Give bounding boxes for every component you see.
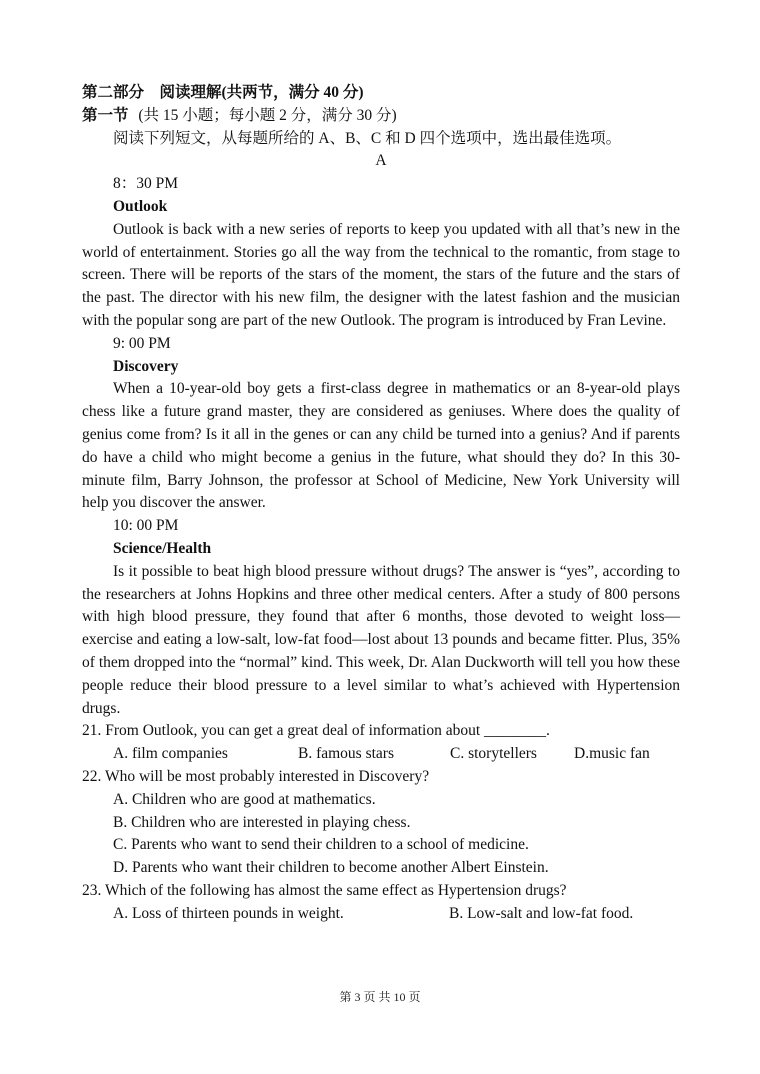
question-stem: 22. Who will be most probably interested in Discovery? <box>82 767 430 785</box>
section-heading <box>82 105 680 128</box>
option-c: C. storytellers <box>450 745 537 763</box>
program-text: Is it possible to beat high blood pressure without drugs? The answer is “yes”, according to the researchers at Johns Hopkins and three other medical centers. After a study of 800 persons with high blood pressure, they found that after 6 months, those devoted to weight loss—exercise and eating a low-salt, low-fat food—lost about 13 pounds and became fitter. Plus, 35% of them dropped into the “normal” kind. This week, Dr. Alan Duckworth will tell you how these people reduce their blood pressure to a level similar to what’s achieved with Hypertension drugs. <box>82 562 680 717</box>
program-science-health <box>82 515 680 720</box>
program-time: 8：30 PM <box>113 175 179 193</box>
option-c: C. Parents who want to send their children to a school of medicine. <box>113 836 529 854</box>
option-b: B. Low-salt and low-fat food. <box>449 904 634 922</box>
option-d: D. Parents who want their children to become another Albert Einstein. <box>113 859 549 877</box>
question-22 <box>82 766 680 880</box>
part-title: 第二部分 阅读理解(共两节，满分 40 分) <box>82 84 364 101</box>
option-a: A. Loss of thirteen pounds in weight. <box>113 904 344 922</box>
question-options <box>82 743 680 766</box>
option-a: A. film companies <box>113 745 228 763</box>
program-title: Discovery <box>113 357 179 375</box>
program-title: Science/Health <box>113 539 212 557</box>
program-discovery <box>82 333 680 515</box>
page-footer: 第 3 页 共 10 页 <box>339 990 421 1004</box>
option-a: A. Children who are good at mathematics. <box>113 790 376 808</box>
program-text: Outlook is back with a new series of reports to keep you updated with all that’s new in the world of entertainment. Stories go all the way from the technical to the romantic, from stage to screen. There will be reports of the stars of the moment, the stars of the future and the stars of the past. The director with his new film, the designer with the latest fashion and the musician with the popular song are part of the new Outlook. The program is introduced by Fran Levine. <box>82 220 680 329</box>
program-title: Outlook <box>113 197 168 215</box>
question-21 <box>82 720 680 766</box>
passage-letter: A <box>375 152 387 170</box>
exam-page <box>82 82 680 925</box>
program-outlook <box>82 173 680 333</box>
section-label: 第一节 <box>82 106 129 124</box>
option-b: B. famous stars <box>298 745 395 763</box>
program-time: 9: 00 PM <box>113 334 171 352</box>
option-d: D.music fan <box>574 745 650 763</box>
question-options <box>82 903 680 926</box>
question-stem: 21. From Outlook, you can get a great deal of information about ________. <box>82 722 550 740</box>
instruction: 阅读下列短文，从每题所给的 A、B、C 和 D 四个选项中，选出最佳选项。 <box>113 129 622 147</box>
question-stem: 23. Which of the following has almost the same effect as Hypertension drugs? <box>82 881 567 899</box>
program-text: When a 10-year-old boy gets a first-class degree in mathematics or an 8-year-old plays chess like a future grand master, they are considered as geniuses. Where does the quality of genius come from? Is it all in the genes or can any child be turned into a genius? And if parents do have a child who might become a genius in the future, what should they do? In this 30-minute film, Barry Johnson, the professor at School of Medicine, New York University will help you discover the answer. <box>82 380 680 512</box>
section-note: (共 15 小题；每小题 2 分，满分 30 分) <box>138 106 397 124</box>
program-time: 10: 00 PM <box>113 517 179 535</box>
question-23 <box>82 880 680 926</box>
option-b: B. Children who are interested in playing chess. <box>113 813 411 831</box>
